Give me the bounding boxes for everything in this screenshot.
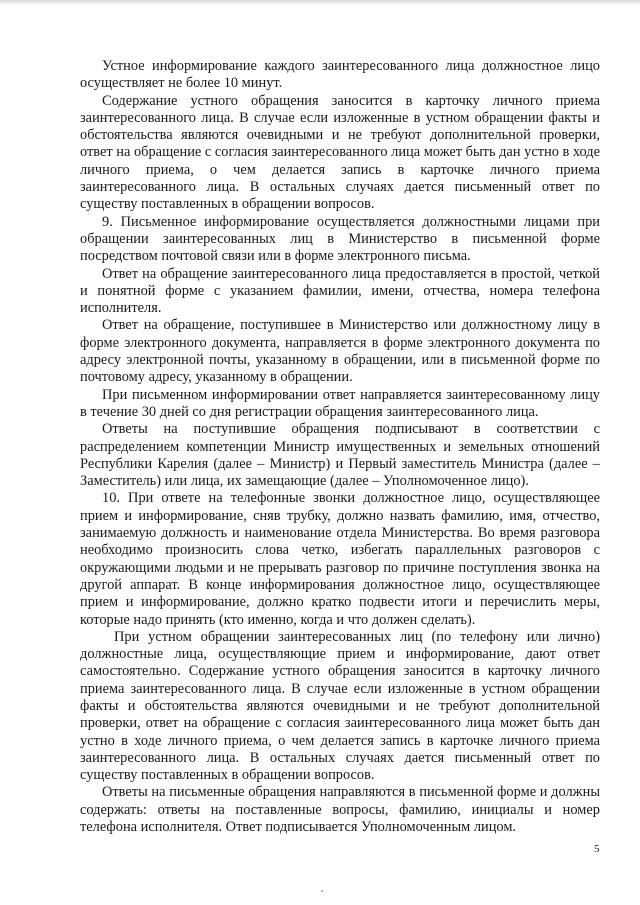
paragraph-answer-form: Ответ на обращение заинтересованного лица предоставляется в простой, четкой и понятной форме с указанием фамилии, имени, отчества, номера телефона исполнителя. xyxy=(80,265,600,317)
scan-top-edge xyxy=(0,0,640,5)
paragraph-written-info: 9. Письменное информирование осуществляется должностными лицами при обращении заинтересованных лиц в Министерство в письменной форме посредством почтовой связи или в форме электронного письма. xyxy=(80,213,600,265)
document-page xyxy=(80,58,600,836)
scan-speck xyxy=(321,890,323,892)
paragraph-signatories: Ответы на поступившие обращения подписывают в соответствии с распределением компетенции Министр имущественных и земельных отношений Республики Карелия (далее – Министр) и Первый заместитель Министра (далее – Заместитель) или лица, их замещающие (далее – Уполномоченное лицо). xyxy=(80,421,600,490)
paragraph-oral-duration: Устное информирование каждого заинтересованного лица должностное лицо осуществляет не более 10 минут. xyxy=(80,58,600,92)
paragraph-electronic-answer: Ответ на обращение, поступившее в Министерство или должностному лицу в форме электронного документа, направляется в форме электронного документа по адресу электронной почты, указанному в обращении, или в письменной форме по почтовому адресу, указанному в обращении. xyxy=(80,317,600,386)
paragraph-oral-appeal: При устном обращении заинтересованных лиц (по телефону или лично) должностные лица, осуществляющие прием и информирование, дают ответ самостоятельно. Содержание устного обращения заносится в карточку личного приема заинтересованного лица. В случае если изложенные в устном обращении факты и обстоятельства являются очевидными и не требуют дополнительной проверки, ответ на обращение с согласия заинтересованного лица может быть дан устно в ходе личного приема, о чем делается запись в карточке личного приема заинтересованного лица. В остальных случаях дается письменный ответ по существу поставленных в обращении вопросов. xyxy=(80,628,600,784)
paragraph-oral-content: Содержание устного обращения заносится в карточку личного приема заинтересованного лица. В случае если изложенные в устном обращении факты и обстоятельства являются очевидными и не требуют дополнительной проверки, ответ на обращение с согласия заинтересованного лица может быть дан устно в ходе личного приема, о чем делается запись в карточке личного приема заинтересованного лица. В остальных случаях дается письменный ответ по существу поставленных в обращении вопросов. xyxy=(80,92,601,213)
paragraph-answer-term: При письменном информировании ответ направляется заинтересованному лицу в течение 30 дней со дня регистрации обращения заинтересованного лица. xyxy=(80,386,600,420)
paragraph-written-answers: Ответы на письменные обращения направляются в письменной форме и должны содержать: ответы на поставленные вопросы, фамилию, инициалы и номер телефона исполнителя. Ответ подписывается Уполномоченным лицом. xyxy=(80,784,600,836)
page-number: 5 xyxy=(594,843,600,855)
paragraph-phone-calls: 10. При ответе на телефонные звонки должностное лицо, осуществляющее прием и информирование, сняв трубку, должно назвать фамилию, имя, отчество, занимаемую должность и наименование отдела Министерства. Во время разговора необходимо произносить слова четко, избегать параллельных разговоров с окружающими людьми и не прерывать разговор по причине поступления звонка на другой аппарат. В конце информирования должностное лицо, осуществляющее прием и информирование, должно кратко подвести итоги и перечислить меры, которые надо принять (кто именно, когда и что должен сделать). xyxy=(80,490,600,628)
